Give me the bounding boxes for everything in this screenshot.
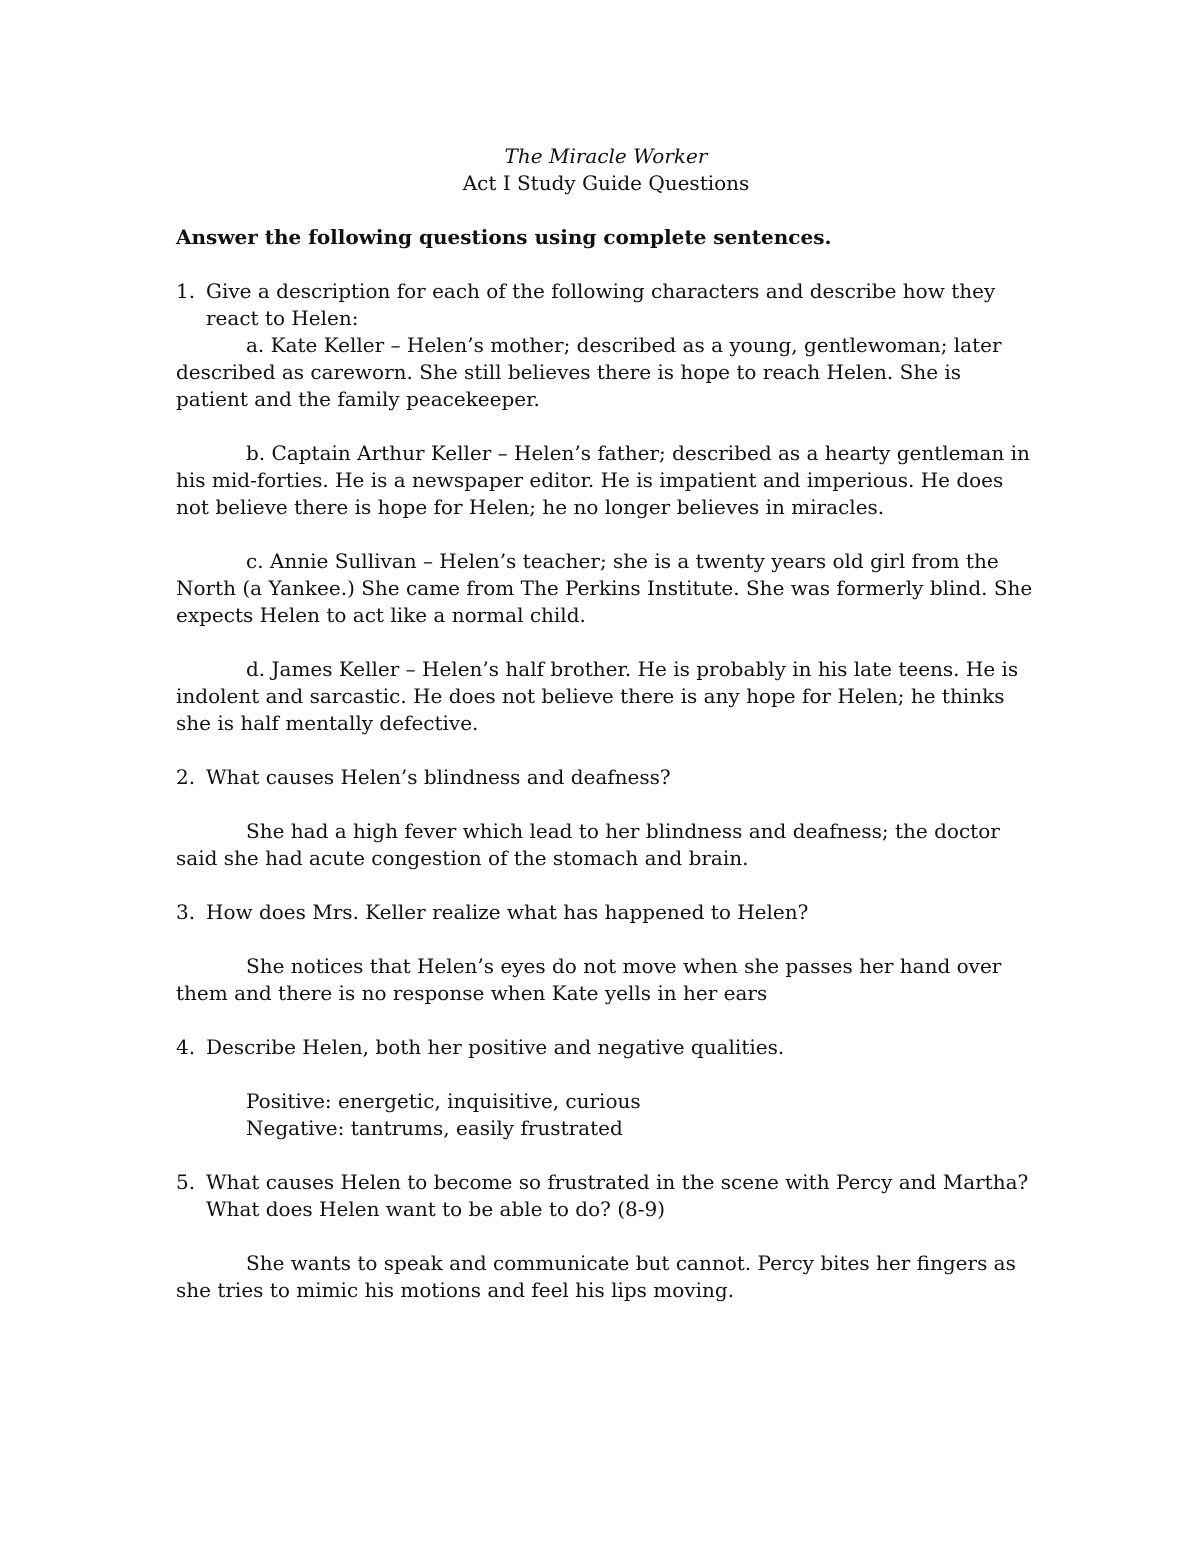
- question-text: What causes Helen’s blindness and deafness?: [206, 765, 671, 789]
- question-prompt: [176, 764, 1036, 791]
- answer-arthur-keller: b. Captain Arthur Keller – Helen’s father; described as a hearty gentleman in his mid-forties. He is a newspaper editor. He is impatient and imperious. He does not believe there is hope for Helen; he no longer believes in miracles.: [176, 441, 1030, 519]
- question-5: [176, 1169, 1036, 1304]
- document-subtitle: Act I Study Guide Questions: [462, 171, 750, 195]
- question-number: 1.: [176, 279, 196, 303]
- document-title: The Miracle Worker: [504, 144, 708, 168]
- question-text: Give a description for each of the following characters and describe how they react to Helen:: [206, 279, 996, 330]
- answer-text: She notices that Helen’s eyes do not move when she passes her hand over them and there is no response when Kate yells in her ears: [176, 954, 1002, 1005]
- question-text: What causes Helen to become so frustrated in the scene with Percy and Martha? What does Helen want to be able to do? (8-9): [206, 1170, 1029, 1221]
- question-prompt: [176, 278, 1036, 332]
- document-page: [176, 143, 1036, 1304]
- question-1: [176, 278, 1036, 737]
- question-text: Describe Helen, both her positive and negative qualities.: [206, 1035, 785, 1059]
- question-2: [176, 764, 1036, 872]
- question-prompt: [176, 1034, 1036, 1061]
- question-number: 4.: [176, 1035, 196, 1059]
- answer-annie-sullivan: c. Annie Sullivan – Helen’s teacher; she is a twenty years old girl from the North (a Yankee.) She came from The Perkins Institute. She was formerly blind. She expects Helen to act like a normal child.: [176, 549, 1033, 627]
- answer-kate-keller: a. Kate Keller – Helen’s mother; described as a young, gentlewoman; later described as careworn. She still believes there is hope to reach Helen. She is patient and the family peacekeeper.: [176, 333, 1002, 411]
- answer-text: She had a high fever which lead to her blindness and deafness; the doctor said she had acute congestion of the stomach and brain.: [176, 819, 1000, 870]
- question-number: 5.: [176, 1170, 196, 1194]
- question-prompt: [176, 899, 1036, 926]
- question-number: 2.: [176, 765, 196, 789]
- question-3: [176, 899, 1036, 1007]
- question-number: 3.: [176, 900, 196, 924]
- question-text: How does Mrs. Keller realize what has happened to Helen?: [206, 900, 809, 924]
- answer-james-keller: d. James Keller – Helen’s half brother. He is probably in his late teens. He is indolent and sarcastic. He does not believe there is any hope for Helen; he thinks she is half mentally defective.: [176, 657, 1019, 735]
- question-4: [176, 1034, 1036, 1142]
- negative-qualities: Negative: tantrums, easily frustrated: [246, 1116, 623, 1140]
- answer-text: She wants to speak and communicate but cannot. Percy bites her fingers as she tries to mimic his motions and feel his lips moving.: [176, 1251, 1016, 1302]
- positive-qualities: Positive: energetic, inquisitive, curious: [246, 1089, 641, 1113]
- instructions: Answer the following questions using complete sentences.: [176, 225, 832, 249]
- question-prompt: [176, 1169, 1036, 1223]
